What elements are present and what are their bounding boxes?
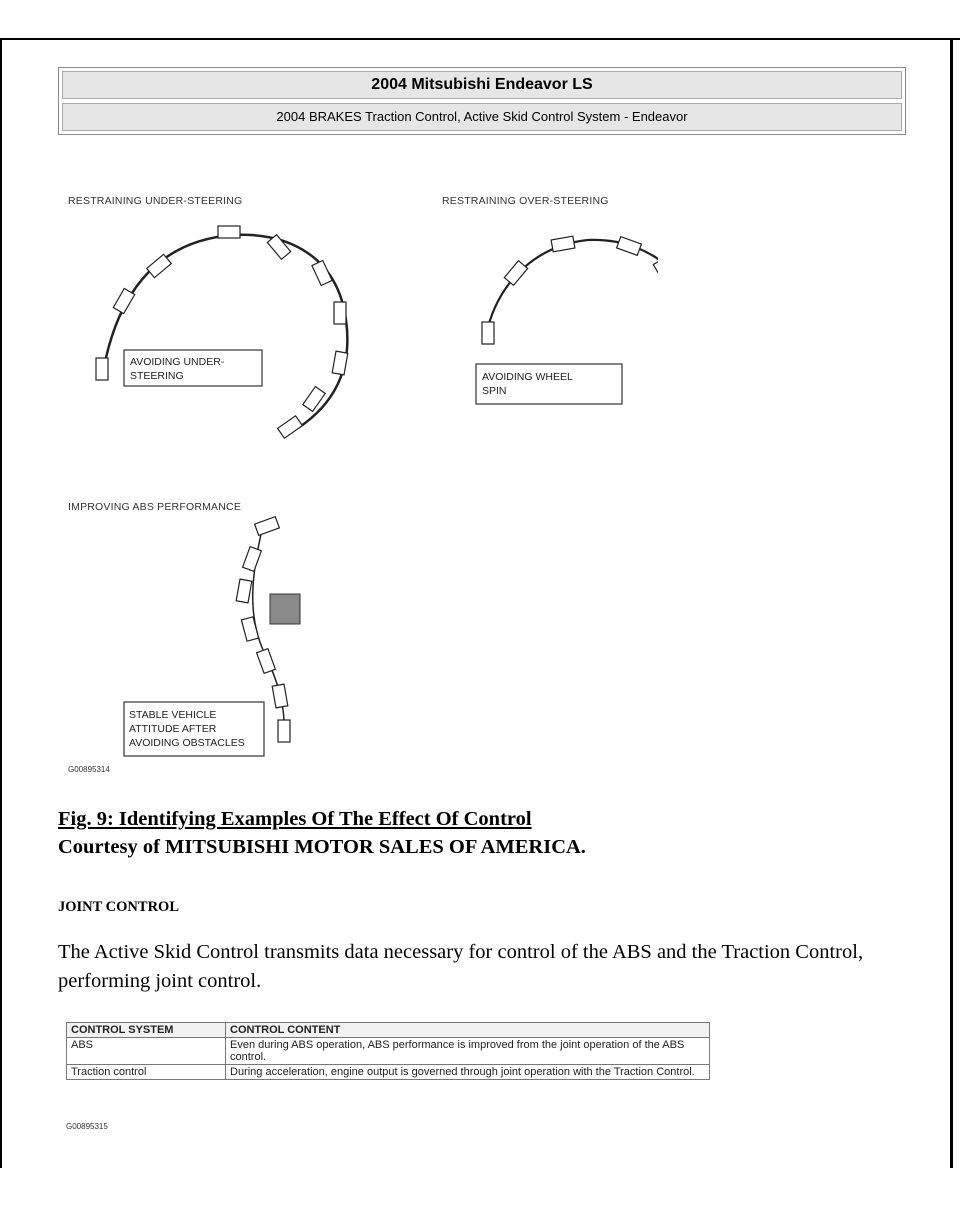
car-icon — [255, 517, 280, 536]
car-icon — [551, 236, 575, 252]
panel1-box-line1: AVOIDING UNDER- — [130, 356, 225, 368]
panel3-box-line3: AVOIDING OBSTACLES — [129, 737, 245, 749]
table-header-content: CONTROL CONTENT — [226, 1023, 710, 1038]
header-subtitle: 2004 BRAKES Traction Control, Active Skid Control System - Endeavor — [62, 103, 902, 131]
page-border-right — [950, 38, 953, 1168]
panel3-box-line2: ATTITUDE AFTER — [129, 723, 217, 735]
header-title: 2004 Mitsubishi Endeavor LS — [62, 71, 902, 99]
car-icon — [241, 617, 258, 641]
document-header — [58, 67, 906, 135]
car-icon — [332, 351, 348, 375]
car-icon — [278, 416, 303, 438]
table-row — [67, 1038, 710, 1065]
car-icon — [257, 649, 276, 674]
panel3-title: IMPROVING ABS PERFORMANCE — [68, 501, 242, 513]
car-icon — [147, 254, 172, 277]
page-border-top — [0, 38, 960, 40]
car-icon — [96, 358, 108, 380]
car-icon — [653, 258, 658, 283]
table-cell-content: Even during ABS operation, ABS performance is improved from the joint operation of the ABS control. — [226, 1038, 710, 1065]
table-header-system: CONTROL SYSTEM — [67, 1023, 226, 1038]
table-header-row — [67, 1023, 710, 1038]
car-icon — [218, 226, 240, 238]
table-cell-content: During acceleration, engine output is governed through joint operation with the Traction Control. — [226, 1065, 710, 1080]
caption-courtesy: Courtesy of MITSUBISHI MOTOR SALES OF AMERICA. — [58, 836, 586, 858]
car-icon — [113, 288, 134, 313]
section-body: The Active Skid Control transmits data necessary for control of the ABS and the Traction Control, performing joint control. — [58, 941, 864, 992]
control-effect-figure — [58, 180, 658, 780]
table-cell-system: ABS — [67, 1038, 226, 1065]
car-icon — [243, 547, 262, 572]
panel2-label-box — [476, 364, 622, 404]
car-icon — [504, 261, 527, 286]
car-icon — [278, 720, 290, 742]
car-icon — [272, 684, 288, 708]
panel2-title: RESTRAINING OVER-STEERING — [442, 195, 609, 207]
figure-id: G00895314 — [68, 765, 110, 774]
panel3-box-line1: STABLE VEHICLE — [129, 709, 217, 721]
panel1-box-line2: STEERING — [130, 370, 184, 382]
car-icon — [236, 579, 252, 603]
page-border-left — [0, 38, 2, 1168]
panel1-title: RESTRAINING UNDER-STEERING — [68, 195, 243, 207]
car-icon — [312, 260, 332, 285]
table-row — [67, 1065, 710, 1080]
table-figure-id: G00895315 — [66, 1122, 108, 1131]
caption-title: Fig. 9: Identifying Examples Of The Effect Of Control — [58, 808, 532, 830]
panel1-cars — [96, 226, 348, 438]
control-table — [66, 1022, 710, 1080]
car-icon — [334, 302, 346, 324]
car-icon — [617, 237, 642, 256]
panel2-box-line1: AVOIDING WHEEL — [482, 371, 573, 383]
section-heading: JOINT CONTROL — [58, 899, 179, 915]
car-icon — [482, 322, 494, 344]
figure-caption — [58, 805, 586, 861]
control-table-figure — [66, 1022, 710, 1080]
panel2-box-line2: SPIN — [482, 385, 507, 397]
obstacle-block — [270, 594, 300, 624]
table-cell-system: Traction control — [67, 1065, 226, 1080]
